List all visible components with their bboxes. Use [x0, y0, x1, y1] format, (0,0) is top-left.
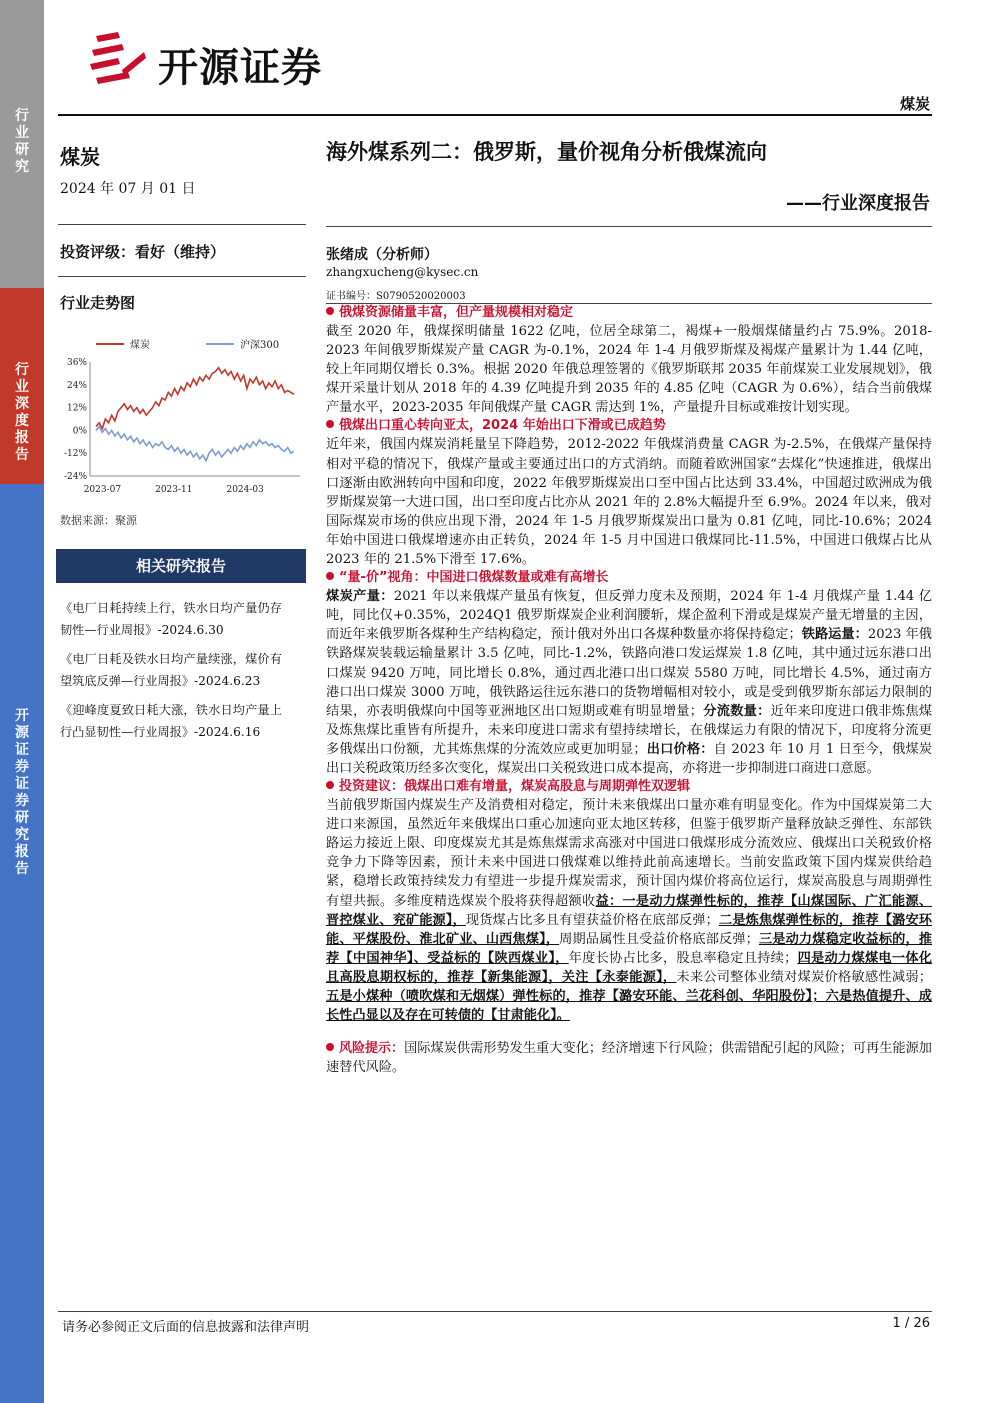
section-heading: 俄煤出口重心转向亚太，2024 年始出口下滑或已成趋势 [326, 417, 932, 435]
sidebar-bottom-block [0, 484, 44, 1403]
series-line [96, 368, 294, 429]
legend-label: 煤炭 [130, 340, 150, 351]
left-industry: 煤炭 [60, 145, 100, 169]
x-tick-label: 2024-03 [226, 485, 264, 495]
bullet-icon [326, 1043, 334, 1051]
section-paragraph: 近年来，俄国内煤炭消耗量呈下降趋势，2012-2022 年俄煤消费量 CAGR 为-2.5%，在俄煤产量保持相对平稳的情况下，俄煤产量或主要通过出口的方式消纳。而随着欧洲国家“去煤化”快速推进，俄煤出口逐渐由欧洲转向中国和印度，2022 年俄罗斯煤炭出口至中国占比达到 33.4%，中国超过欧洲成为俄罗斯煤炭第一大进口国，出口至印度占比亦从 2021 年的 2.8%大幅提升至 6.9%。2024 年以来，俄对国际煤炭市场的供应出现下滑，2024 年 1-5 月俄罗斯煤炭出口量为 0.81 亿吨，同比-10.6%；2024 年始中国进口俄煤增速亦由正转负，2024 年 1-5 月中国进口俄煤同比-11.5%，中国进口俄煤占比从 2023 年的 21.5%下滑至 17.6%。 [326, 437, 932, 568]
investment-rating: 投资评级：看好（维持） [60, 243, 226, 261]
related-reports-list [60, 598, 282, 743]
series-line [96, 427, 294, 461]
report-subtitle: ——行业深度报告 [786, 193, 930, 214]
left-rule-1 [58, 224, 306, 225]
footer-disclaimer: 请务必参阅正文后面的信息披露和法律声明 [62, 1320, 310, 1335]
chart-source: 数据来源：聚源 [60, 514, 137, 527]
sidebar-bottom-label: 开源证券 证券研究报告 [15, 708, 29, 877]
brand-name: 开源证券 [158, 45, 322, 91]
bullet-icon [326, 420, 334, 428]
footer-rule [58, 1311, 932, 1312]
section-heading: 俄煤资源储量丰富，但产量规模相对稳定 [326, 304, 932, 322]
related-report-item[interactable]: 《迎峰度夏致日耗大涨，铁水日均产量上行凸显韧性—行业周报》-2024.6.16 [60, 703, 282, 739]
bullet-icon [326, 307, 334, 315]
y-tick-label: 0% [72, 426, 87, 437]
x-tick-label: 2023-07 [83, 485, 122, 495]
y-tick-label: -12% [63, 449, 87, 460]
risk-warning: 风险提示：国际煤炭供需形势发生重大变化；经济增速下行风险；供需错配引起的风险；可再生能源加速替代风险。 [326, 1041, 932, 1076]
x-tick-label: 2023-11 [155, 485, 193, 495]
analyst-cert: 证书编号：S0790520020003 [326, 291, 466, 302]
side-bar [0, 0, 44, 1403]
trend-chart-title: 行业走势图 [60, 294, 136, 312]
bullet-icon [326, 781, 334, 789]
related-reports-header: 相关研究报告 [56, 549, 306, 583]
analyst-name: 张绪成（分析师） [326, 247, 438, 263]
section-paragraph: 当前俄罗斯国内煤炭生产及消费相对稳定，预计未来俄煤出口量亦难有明显变化。作为中国煤炭第二大进口来源国，虽然近年来俄煤出口重心加速向亚太地区转移，但鉴于俄罗斯产量释放缺乏弹性、东部铁路运力接近上限、印度煤炭尤其是炼焦煤需求高涨对中国进口俄煤形成分流效应、俄煤出口关税致价格竞争力下降等因素，预计未来中国进口俄煤难以维持此前高速增长。当前安监政策下国内煤炭供给趋紧，稳增长政策持续发力有望进一步提升煤炭需求，预计国内煤价将高位运行，煤炭高股息与周期弹性有望共振。多维度精选煤炭个股将获得超额收益：一是动力煤弹性标的，推荐【山煤国际、广汇能源、晋控煤业、兖矿能源】，现货煤占比多且有望获益价格在底部反弹；二是炼焦煤弹性标的，推荐【潞安环能、平煤股份、淮北矿业、山西焦煤】，周期品属性且受益价格底部反弹；三是动力煤稳定收益标的，推荐【中国神华】、受益标的【陕西煤业】，年度长协占比多，股息率稳定且持续；四是动力煤煤电一体化且高股息期权标的，推荐【新集能源】，关注【永泰能源】，未来公司整体业绩对煤炭价格敏感性减弱；五是小煤种（喷吹煤和无烟煤）弹性标的，推荐【潞安环能、兰花科创、华阳股份】；六是热值提升、成长性凸显以及存在可转债的【甘肃能化】。 [326, 798, 933, 1024]
industry-trend-chart [56, 332, 306, 506]
related-report-item[interactable]: 《电厂日耗及铁水日均产量续涨，煤价有望筑底反弹—行业周报》-2024.6.23 [60, 652, 282, 688]
title-rule [326, 226, 932, 227]
bullet-icon [326, 572, 334, 580]
header-rule [58, 114, 932, 116]
y-tick-label: 12% [66, 403, 87, 414]
y-tick-label: 36% [66, 358, 87, 368]
header-industry: 煤炭 [899, 95, 930, 113]
y-tick-label: 24% [66, 380, 87, 391]
analyst-email[interactable]: zhangxucheng@kysec.cn [326, 265, 479, 279]
sidebar-middle-label: 行业深度报告 [15, 362, 29, 463]
logo-mark-icon [88, 30, 146, 84]
section-paragraph: 截至 2020 年，俄煤探明储量 1622 亿吨，位居全球第二，褐煤+一般烟煤储量约占 75.9%。2018-2023 年间俄罗斯煤炭产量 CAGR 为-0.1%，2024 年 1-4 月俄罗斯煤及褐煤产量累计为 1.44 亿吨，较上年同期仅增长 0.3%。根据 2020 年俄总理签署的《俄罗斯联邦 2035 年前煤炭工业发展规划》，俄煤开采量计划从 2018 年的 4.39 亿吨提升到 2035 年的 4.85 亿吨（CAGR 为 0.6%），结合当前俄煤产量水平，2023-2035 年间俄煤产量 CAGR 需达到 1%，产量提升目标或难按计划实现。 [326, 324, 932, 416]
report-title: 海外煤系列二：俄罗斯，量价视角分析俄煤流向 [326, 140, 767, 164]
related-report-item[interactable]: 《电厂日耗持续上行，铁水日均产量仍存韧性—行业周报》-2024.6.30 [60, 601, 282, 637]
section-paragraph: 煤炭产量：2021 年以来俄煤产量虽有恢复，但反弹力度未及预期，2024 年 1-4 月俄煤产量 1.44 亿吨，同比仅+0.35%，2024Q1 俄罗斯煤炭企业利润腰斩，煤企盈利下滑或是煤炭产量无增量的主因，而近年来俄罗斯各煤种生产结构稳定，预计俄对外出口各煤种数量亦将保持稳定；铁路运量：2023 年俄铁路煤炭装载运输量累计 3.5 亿吨，同比-1.2%，铁路向港口发运煤炭 1.8 亿吨，其中通过远东港口出口煤炭 9420 万吨，同比增长 0.8%，通过西北港口出口煤炭 5580 万吨，同比增长 4.5%，通过南方港口出口煤炭 3000 万吨，俄铁路运往远东港口的货物增幅相对较小，或是受到俄罗斯东部运力限制的结果，亦表明俄煤向中国等亚洲地区出口短期或难有明显增量；分流数量：近年来印度进口俄非炼焦煤及炼焦煤比重皆有所提升，未来印度进口需求有望持续增长，在俄煤运力有限的情况下，印度将分流更多俄煤出口份额，尤其炼焦煤的分流效应或更加明显；出口价格：自 2023 年 10 月 1 日至今，俄煤炭出口关税政策历经多次变化，煤炭出口关税致进口成本提高，亦将进一步抑制进口商进口意愿。 [326, 589, 933, 776]
logo [88, 30, 146, 88]
legend-label: 沪深300 [240, 340, 280, 351]
y-tick-label: -24% [63, 472, 87, 482]
left-rule-2 [58, 276, 306, 277]
page-number: 1 / 26 [892, 1316, 930, 1331]
section-heading: “量-价”视角：中国进口俄煤数量或难有高增长 [326, 569, 932, 587]
report-date: 2024 年 07 月 01 日 [60, 181, 196, 197]
sidebar-top-label: 行业研究 [15, 108, 29, 175]
section-heading: 投资建议：俄煤出口难有增量，煤炭高股息与周期弹性双逻辑 [326, 778, 932, 796]
report-body [326, 304, 932, 1077]
